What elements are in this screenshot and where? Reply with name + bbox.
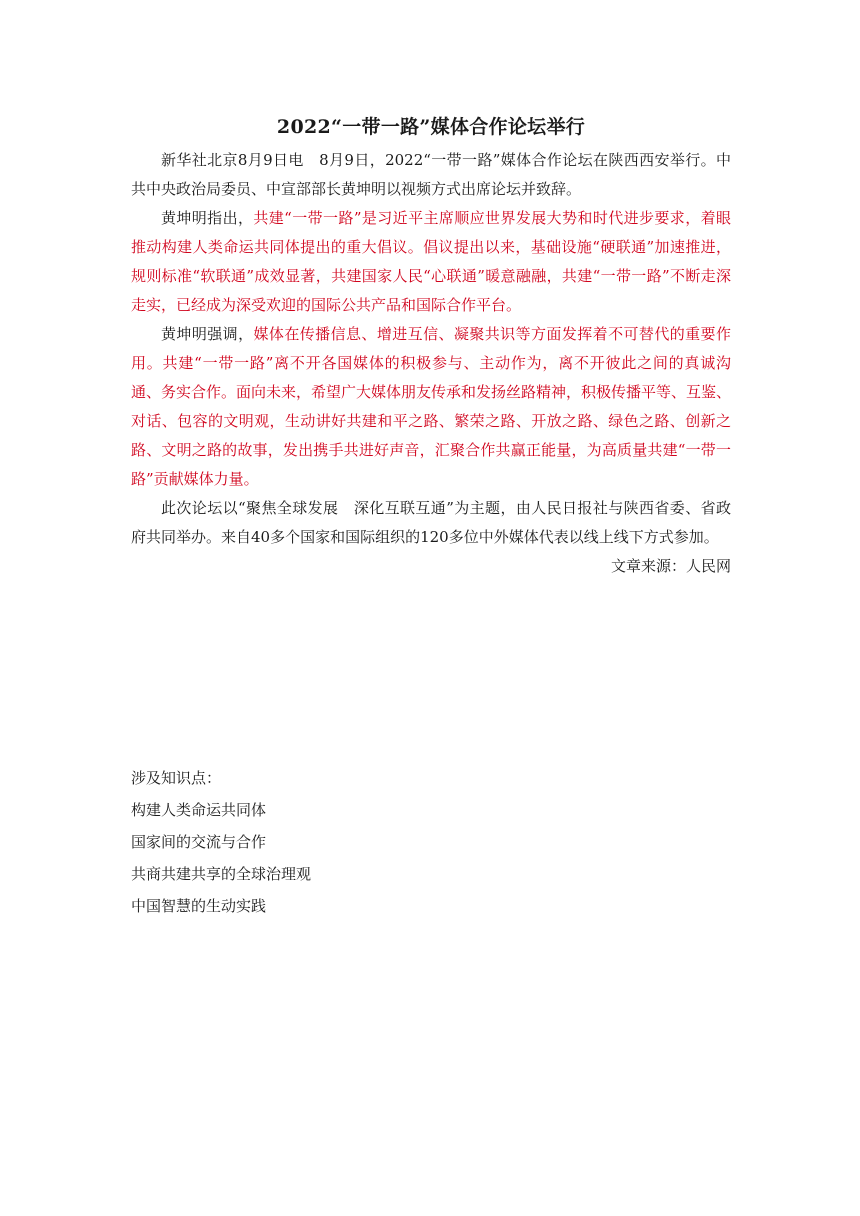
knowledge-item: 中国智慧的生动实践	[131, 897, 267, 915]
article-source: 文章来源：人民网	[610, 557, 731, 575]
paragraph-3-highlight: 媒体在传播信息、增进互信、凝聚共识等方面发挥着不可替代的重要作用。共建“一带一路”离不开各国媒体的积极参与、主动作为，离不开彼此之间的真诚沟通、务实合作。面向未来，希望广大媒体朋友传承和发扬丝路精神，积极传播平等、互鉴、对话、包容的文明观，生动讲好共建和平之路、繁荣之路、开放之路、绿色之路、创新之路、文明之路的故事，发出携手共进好声音，汇聚合作共赢正能量，为高质量共建“一带一路”贡献媒体力量。	[131, 325, 732, 488]
paragraph-2-highlight: 共建“一带一路”是习近平主席顺应世界发展大势和时代进步要求，着眼推动构建人类命运共同体提出的重大倡议。倡议提出以来，基础设施“硬联通”加速推进，规则标准“软联通”成效显著，共建国家人民“心联通”暖意融融，共建“一带一路”不断走深走实，已经成为深受欢迎的国际公共产品和国际合作平台。	[131, 209, 731, 314]
paragraph-3	[131, 320, 731, 494]
paragraph-3-lead: 黄坤明强调，	[161, 325, 254, 343]
article	[131, 112, 731, 581]
knowledge-points	[131, 762, 731, 922]
knowledge-heading: 涉及知识点：	[131, 769, 222, 787]
paragraph-2	[131, 204, 731, 320]
article-title: 2022“一带一路”媒体合作论坛举行	[276, 116, 586, 138]
knowledge-item: 构建人类命运共同体	[131, 801, 267, 819]
knowledge-item: 共商共建共享的全球治理观	[131, 865, 312, 883]
knowledge-item: 国家间的交流与合作	[131, 833, 267, 851]
paragraph-2-lead: 黄坤明指出，	[161, 209, 254, 227]
paragraph-4: 此次论坛以“聚焦全球发展 深化互联互通”为主题，由人民日报社与陕西省委、省政府共同举办。来自40多个国家和国际组织的120多位中外媒体代表以线上线下方式参加。	[131, 499, 731, 546]
paragraph-1: 新华社北京8月9日电 8月9日，2022“一带一路”媒体合作论坛在陕西西安举行。中共中央政治局委员、中宣部部长黄坤明以视频方式出席论坛并致辞。	[131, 151, 731, 198]
